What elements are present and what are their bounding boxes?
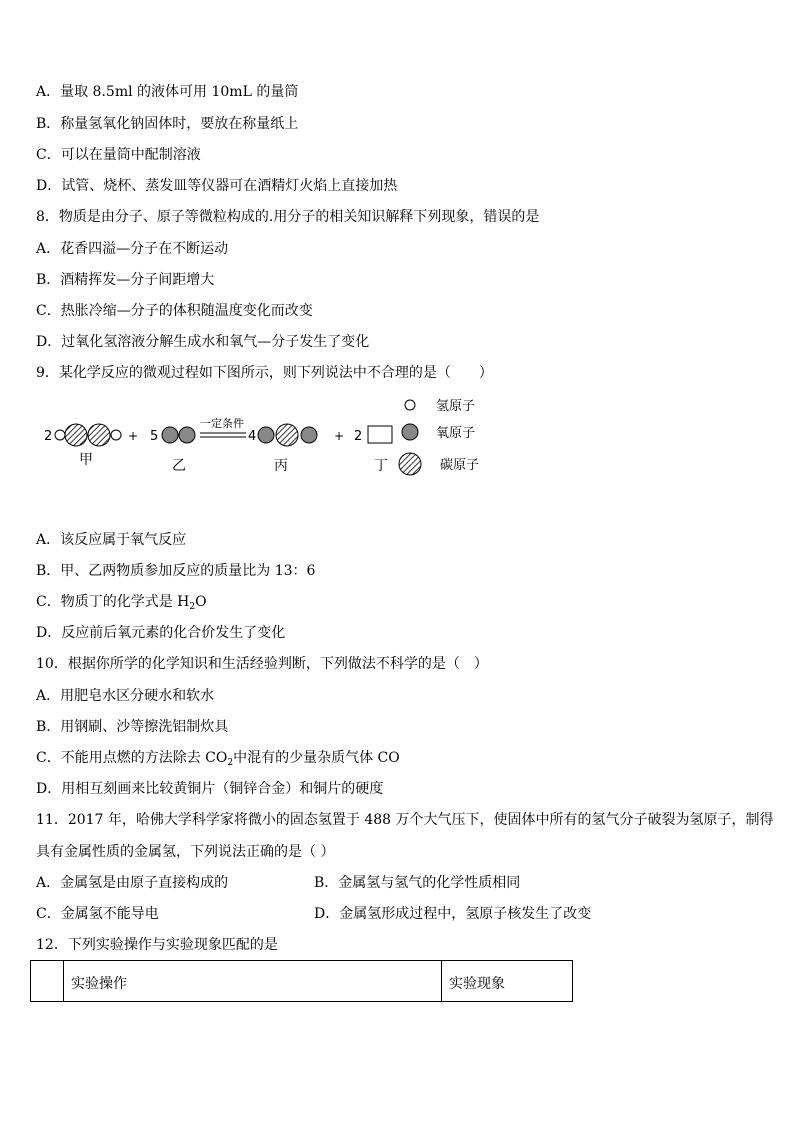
unknown-molecule-box bbox=[368, 426, 392, 443]
plus-sign: + bbox=[334, 429, 345, 443]
legend-hydrogen-icon bbox=[405, 400, 415, 410]
legend-carbon-icon bbox=[399, 453, 421, 475]
q11-stem-line1: 11．2017 年，哈佛大学科学家将微小的固态氢置于 488 万个大气压下，使固体中所有的氢气分子破裂为氢原子，制得 bbox=[36, 812, 774, 828]
molecule-yi bbox=[162, 427, 195, 443]
reaction-diagram bbox=[36, 392, 506, 482]
table-header-phenomenon: 实验现象 bbox=[449, 976, 505, 992]
oxygen-atom bbox=[258, 427, 274, 443]
carbon-atom bbox=[88, 424, 110, 446]
coef-jia: 2 bbox=[44, 429, 53, 444]
q8-option-c: C．热胀冷缩—分子的体积随温度变化而改变 bbox=[36, 303, 313, 319]
q8-option-d: D．过氧化氢溶液分解生成水和氧气—分子发生了变化 bbox=[36, 334, 370, 350]
q8-option-a: A．花香四溢—分子在不断运动 bbox=[36, 241, 229, 257]
q9-option-b: B．甲、乙两物质参加反应的质量比为 13：6 bbox=[36, 563, 316, 579]
oxygen-atom bbox=[301, 427, 317, 443]
q9-option-c: C．物质丁的化学式是 $H_2O$ bbox=[36, 594, 207, 612]
coef-bing: 4 bbox=[248, 429, 257, 444]
q9-option-a: A．该反应属于氧气反应 bbox=[36, 532, 187, 548]
q11-stem-line2: 具有金属性质的金属氢，下列说法正确的是（ ） bbox=[36, 844, 335, 860]
carbon-atom bbox=[65, 424, 87, 446]
q7-option-a: A．量取 8.5ml 的液体可用 10mL 的量筒 bbox=[36, 84, 299, 100]
q7-option-d: D．试管、烧杯、蒸发皿等仪器可在酒精灯火焰上直接加热 bbox=[36, 178, 398, 194]
q10-stem: 10．根据你所学的化学知识和生活经验判断，下列做法不科学的是（ ） bbox=[36, 656, 488, 672]
table-header-operation: 实验操作 bbox=[63, 961, 442, 1001]
q10-option-c: C．不能用点燃的方法除去 $CO_2$中混有的少量杂质气体 CO bbox=[36, 750, 400, 768]
experiment-table bbox=[30, 960, 573, 1002]
q11-option-b: B．金属氢与氢气的化学性质相同 bbox=[314, 875, 521, 891]
q10-option-b: B．用钢刷、沙等擦洗铝制炊具 bbox=[36, 719, 229, 735]
q11-option-c: C．金属氢不能导电 bbox=[36, 906, 159, 922]
label-jia: 甲 bbox=[79, 452, 93, 468]
label-yi: 乙 bbox=[172, 458, 186, 474]
carbon-atom bbox=[276, 424, 298, 446]
q10-option-d: D．用相互刻画来比较黄铜片（铜锌合金）和铜片的硬度 bbox=[36, 781, 384, 797]
q10-option-a: A．用肥皂水区分硬水和软水 bbox=[36, 688, 215, 704]
q9-option-d: D．反应前后氧元素的化合价发生了变化 bbox=[36, 625, 286, 641]
legend-oxygen-icon bbox=[402, 424, 418, 440]
legend bbox=[399, 399, 479, 475]
molecule-bing bbox=[258, 424, 317, 446]
reaction-condition: 一定条件 bbox=[200, 417, 244, 430]
q9-stem: 9．某化学反应的微观过程如下图所示，则下列说法中不合理的是（ ） bbox=[36, 365, 493, 381]
plus-sign: + bbox=[128, 429, 139, 443]
q8-option-b: B．酒精挥发—分子间距增大 bbox=[36, 272, 215, 288]
q11-option-d: D．金属氢形成过程中，氢原子核发生了改变 bbox=[314, 906, 592, 922]
q12-stem: 12．下列实验操作与实验现象匹配的是 bbox=[36, 937, 278, 953]
molecule-jia bbox=[55, 424, 121, 446]
label-bing: 丙 bbox=[274, 458, 288, 474]
q7-option-c: C．可以在量筒中配制溶液 bbox=[36, 147, 201, 163]
label-ding: 丁 bbox=[374, 458, 388, 474]
hydrogen-atom bbox=[55, 430, 65, 440]
q7-option-b: B．称量氢氧化钠固体时，要放在称量纸上 bbox=[36, 116, 299, 132]
legend-oxygen-label: 氧原子 bbox=[436, 426, 476, 441]
table-index-cell bbox=[31, 961, 64, 1001]
q11-option-a: A．金属氢是由原子直接构成的 bbox=[36, 875, 229, 891]
legend-carbon-label: 碳原子 bbox=[440, 458, 480, 473]
oxygen-atom bbox=[179, 427, 195, 443]
coef-ding: 2 bbox=[354, 429, 363, 444]
hydrogen-atom bbox=[111, 430, 121, 440]
oxygen-atom bbox=[162, 427, 178, 443]
coef-yi: 5 bbox=[150, 429, 159, 444]
legend-hydrogen-label: 氢原子 bbox=[436, 399, 476, 414]
q8-stem: 8．物质是由分子、原子等微粒构成的.用分子的相关知识解释下列现象，错误的是 bbox=[36, 209, 540, 225]
